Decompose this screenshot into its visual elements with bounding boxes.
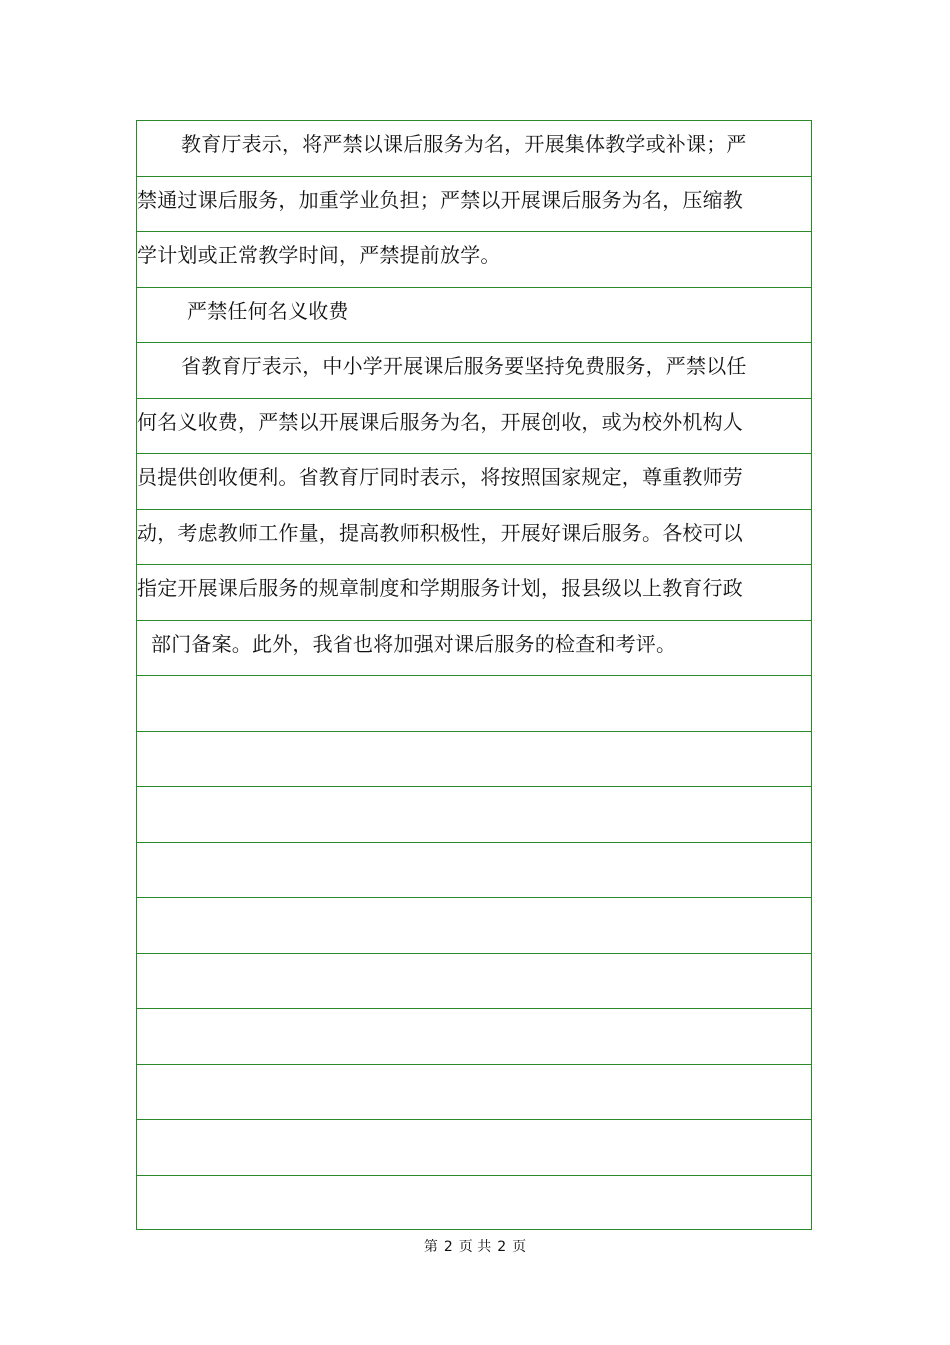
empty-ruled-row: [137, 1176, 811, 1232]
empty-ruled-row: [137, 1065, 811, 1121]
text-row: [137, 621, 811, 677]
page-footer: [0, 1238, 950, 1256]
footer-suffix: 页: [512, 1239, 527, 1255]
body-text-line: 员提供创收便利。省教育厅同时表示，将按照国家规定，尊重教师劳: [137, 465, 743, 489]
empty-ruled-row: [137, 1120, 811, 1176]
text-row: [137, 399, 811, 455]
text-row: [137, 510, 811, 566]
text-row: [137, 565, 811, 621]
text-row: [137, 454, 811, 510]
footer-prefix: 第: [423, 1239, 438, 1255]
footer-total-pages: 2: [497, 1239, 507, 1255]
body-text-line: 禁通过课后服务，加重学业负担；严禁以开展课后服务为名，压缩教: [137, 187, 743, 212]
body-text-line: 省教育厅表示，中小学开展课后服务要坚持免费服务，严禁以任: [181, 354, 747, 378]
footer-middle: 页 共: [458, 1239, 492, 1255]
body-text-line: 教育厅表示，将严禁以课后服务为名，开展集体教学或补课；严: [181, 132, 747, 156]
empty-ruled-row: [137, 1009, 811, 1065]
text-row: [137, 288, 811, 344]
text-row: [137, 121, 811, 177]
footer-current-page: 2: [443, 1239, 453, 1255]
body-text-line: 动，考虑教师工作量，提高教师积极性，开展好课后服务。各校可以: [137, 520, 743, 545]
empty-ruled-row: [137, 787, 811, 843]
text-row: [137, 177, 811, 233]
text-row: [137, 343, 811, 399]
empty-ruled-row: [137, 954, 811, 1010]
body-text-line: 何名义收费，严禁以开展课后服务为名，开展创收，或为校外机构人: [137, 409, 743, 434]
empty-ruled-row: [137, 843, 811, 899]
body-text-line: 学计划或正常教学时间，严禁提前放学。: [137, 243, 501, 267]
body-text-line: 部门备案。此外，我省也将加强对课后服务的检查和考评。: [151, 631, 677, 656]
empty-ruled-row: [137, 732, 811, 788]
body-text-line: 严禁任何名义收费: [187, 298, 349, 323]
empty-ruled-row: [137, 676, 811, 732]
ruled-writing-area: [136, 120, 812, 1230]
empty-ruled-row: [137, 898, 811, 954]
text-row: [137, 232, 811, 288]
body-text-line: 指定开展课后服务的规章制度和学期服务计划，报县级以上教育行政: [137, 576, 743, 600]
